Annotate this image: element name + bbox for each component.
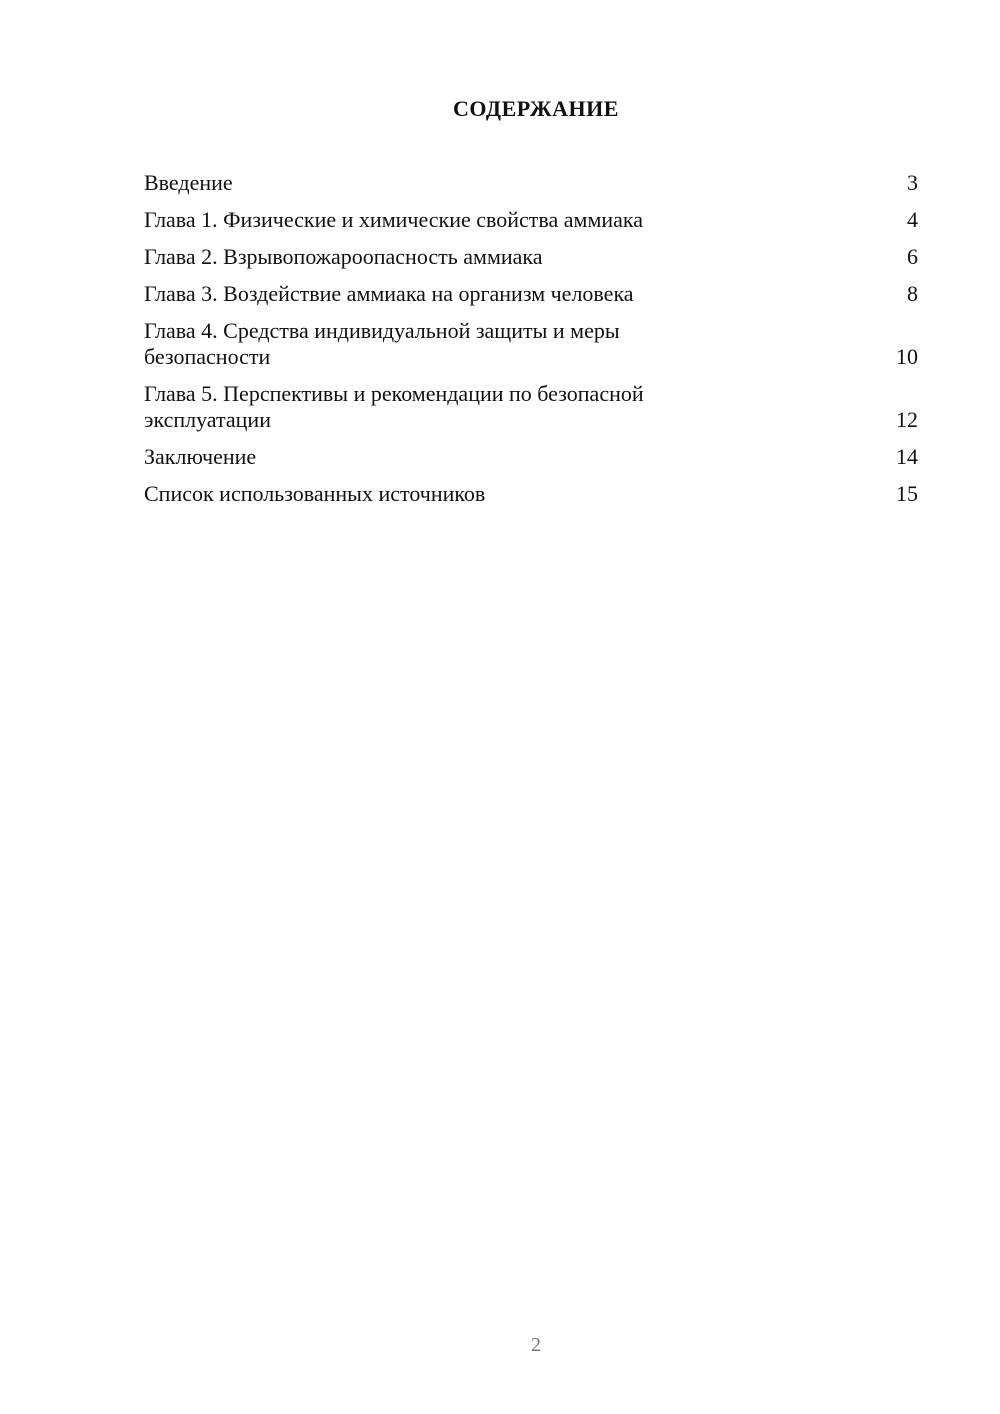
toc-entry — [144, 244, 918, 270]
toc-entry — [144, 381, 918, 433]
toc-entry-label: Список использованных источников — [144, 481, 486, 506]
toc-entry-label: Глава 1. Физические и химические свойства аммиака — [144, 207, 644, 232]
toc-entry — [144, 318, 918, 370]
table-of-contents — [144, 170, 918, 518]
toc-entry — [144, 444, 918, 470]
toc-entry-label: Заключение — [144, 444, 257, 469]
toc-entry-label: Глава 5. Перспективы и рекомендации по безопасной эксплуатации — [144, 381, 644, 432]
toc-entry — [144, 207, 918, 233]
toc-entry-page: 4 — [907, 207, 918, 232]
toc-entry-page: 3 — [907, 170, 918, 195]
toc-entry-page: 10 — [896, 344, 918, 369]
toc-entry-page: 15 — [896, 481, 918, 506]
toc-entry-page: 12 — [896, 407, 918, 432]
toc-entry-page: 14 — [896, 444, 918, 469]
toc-entry — [144, 281, 918, 307]
page-number: 2 — [531, 1334, 541, 1356]
toc-entry — [144, 481, 918, 507]
toc-entry-page: 6 — [907, 244, 918, 269]
toc-entry-label: Глава 2. Взрывопожароопасность аммиака — [144, 244, 543, 269]
toc-entry-label: Глава 3. Воздействие аммиака на организм человека — [144, 281, 634, 306]
toc-entry-label: Глава 4. Средства индивидуальной защиты и меры безопасности — [144, 318, 620, 369]
page-title: СОДЕРЖАНИЕ — [453, 96, 619, 121]
toc-entry — [144, 170, 918, 196]
toc-entry-label: Введение — [144, 170, 233, 195]
toc-entry-page: 8 — [907, 281, 918, 306]
